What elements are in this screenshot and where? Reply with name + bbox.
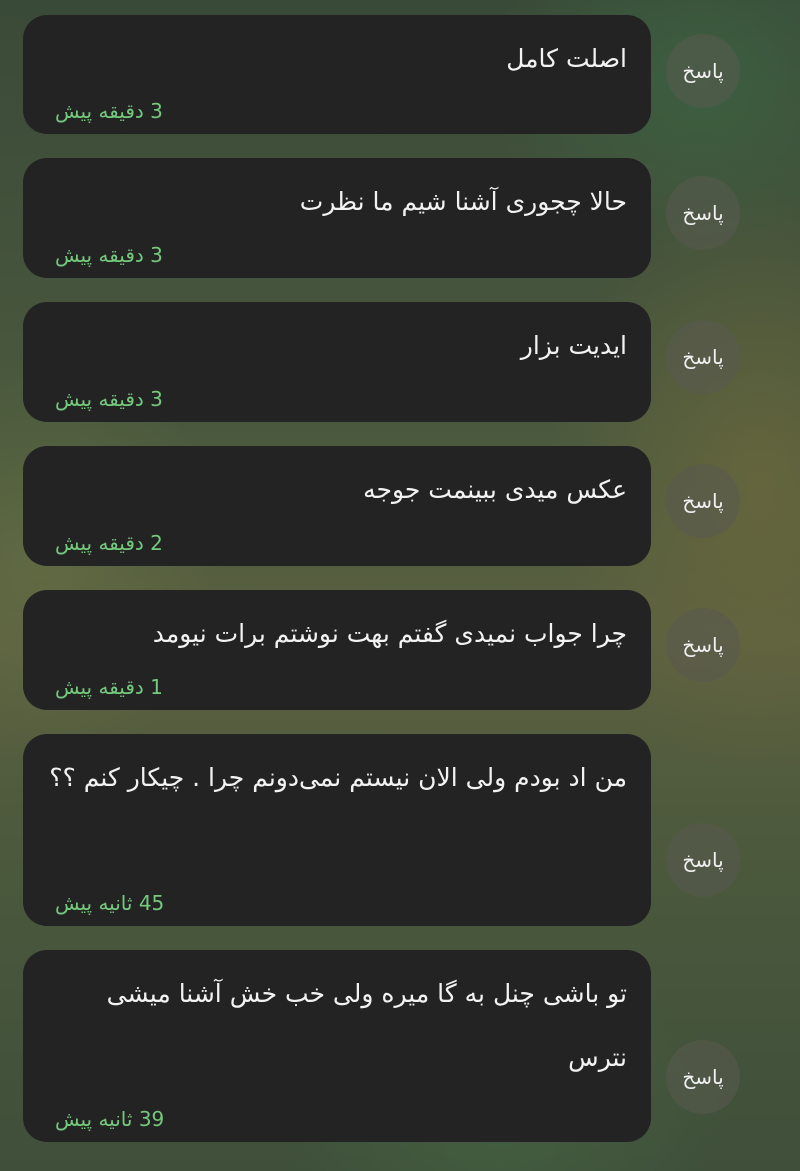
message-time: 3 دقیقه پیش [55,99,163,123]
reply-button[interactable]: پاسخ [666,34,740,108]
reply-button[interactable]: پاسخ [666,823,740,897]
message-time: 45 ثانیه پیش [55,891,165,915]
reply-button[interactable]: پاسخ [666,320,740,394]
message-text: من اد بودم ولی الان نیستم نمی‌دونم چرا . چیکار کنم ؟؟ [49,763,627,792]
message-text: اصلت کامل [506,44,627,73]
reply-button[interactable]: پاسخ [666,1040,740,1114]
message-text: عکس میدی ببینمت جوجه [363,475,627,504]
message-time: 3 دقیقه پیش [55,243,163,267]
message-bubble [23,158,651,278]
message-bubble [23,734,651,926]
message-bubble [23,590,651,710]
reply-button[interactable]: پاسخ [666,464,740,538]
message-bubble [23,950,651,1142]
message-bubble [23,302,651,422]
message-time: 1 دقیقه پیش [55,675,163,699]
message-text: چرا جواب نمیدی گفتم بهت نوشتم برات نیومد [152,619,627,648]
message-time: 2 دقیقه پیش [55,531,163,555]
message-text: حالا چجوری آشنا شیم ما نظرت [299,187,627,216]
message-time: 39 ثانیه پیش [55,1107,165,1131]
message-bubble [23,446,651,566]
reply-button[interactable]: پاسخ [666,176,740,250]
message-text: ایدیت بزار [520,331,627,360]
message-text: تو باشی چنل به گا میره ولی خب خش آشنا میشی نترس [106,979,627,1072]
message-bubble [23,15,651,134]
reply-button[interactable]: پاسخ [666,608,740,682]
message-time: 3 دقیقه پیش [55,387,163,411]
